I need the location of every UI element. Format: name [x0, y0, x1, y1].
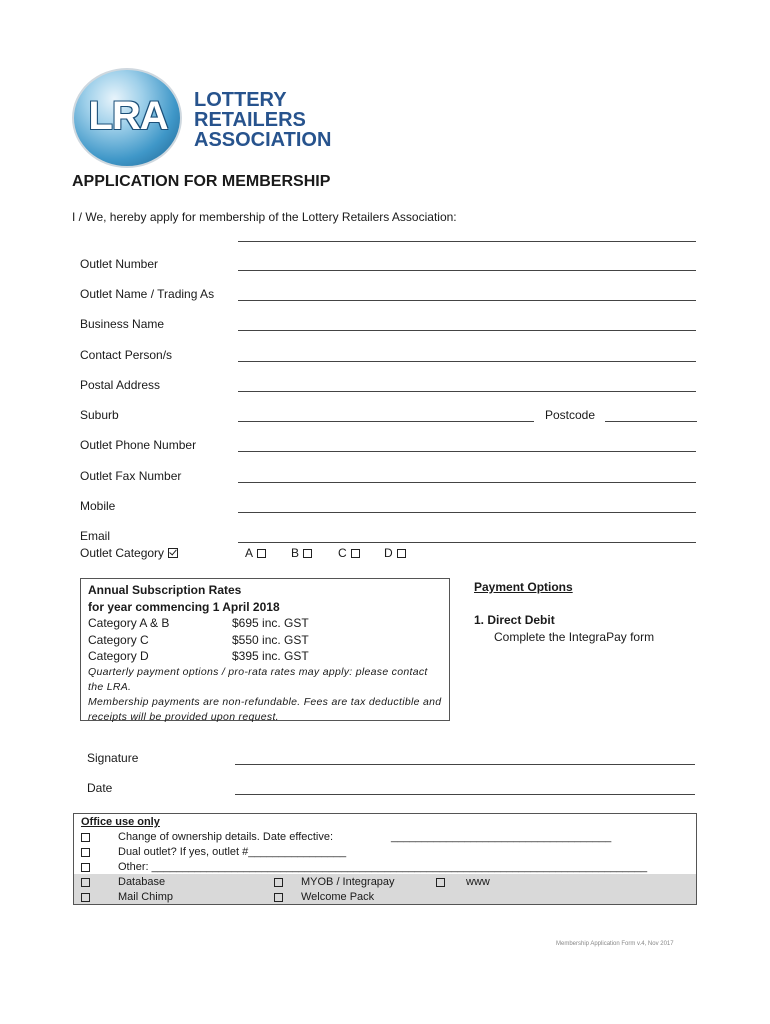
category-a-checkbox[interactable] [257, 549, 266, 558]
category-c-checkbox[interactable] [351, 549, 360, 558]
category-c-label: C [338, 546, 347, 560]
office-row-change [81, 831, 691, 846]
fax-field[interactable] [238, 482, 696, 483]
category-b-label: B [291, 546, 300, 560]
database-checkbox[interactable] [81, 878, 90, 887]
logo-line-1: LOTTERY [194, 89, 287, 111]
mailchimp-checkbox[interactable] [81, 893, 90, 902]
office-row-dual [81, 846, 691, 861]
rates-subheading: for year commencing 1 April 2018 [88, 599, 280, 614]
rates-heading: Annual Subscription Rates [88, 583, 242, 597]
signature-row [87, 751, 697, 771]
outlet-number-label: Outlet Number [80, 257, 159, 271]
category-c-option[interactable] [338, 546, 360, 560]
welcome-pack-label: Welcome Pack [301, 891, 375, 903]
outlet-category-row [80, 546, 700, 562]
contact-field[interactable] [238, 361, 696, 362]
applicant-name-line[interactable] [238, 241, 696, 242]
dual-outlet-label: Dual outlet? If yes, outlet #________________ [118, 846, 347, 858]
payment-item-direct-debit [474, 612, 654, 646]
outlet-name-row [80, 287, 700, 307]
rate-price: $550 inc. GST [232, 632, 309, 647]
category-b-checkbox[interactable] [303, 549, 312, 558]
category-d-label: D [384, 546, 393, 560]
rate-category: Category A & B [88, 616, 170, 630]
rate-row [88, 632, 442, 649]
footer-version: Membership Application Form v.4, Nov 2017 [556, 941, 674, 947]
fax-row [80, 469, 700, 489]
outlet-number-row [80, 257, 700, 277]
refund-note: Membership payments are non-refundable. Fees are tax deductible and receipts will be provided upon request. [88, 695, 442, 723]
change-date-blank[interactable]: ____________________________________ [391, 831, 612, 843]
logo-line-3: ASSOCIATION [194, 129, 332, 151]
myob-label: MYOB / Integrapay [301, 876, 395, 888]
email-field[interactable] [238, 542, 696, 543]
office-row-mailchimp [81, 891, 691, 906]
signature-label: Signature [87, 751, 139, 765]
subscription-rates-box [80, 578, 450, 721]
change-ownership-label: Change of ownership details. Date effective: [118, 831, 334, 843]
date-row [87, 781, 697, 801]
outlet-category-label-group [80, 546, 178, 560]
postal-label: Postal Address [80, 378, 161, 392]
www-label: www [466, 876, 490, 888]
phone-label: Outlet Phone Number [80, 438, 197, 452]
suburb-row [80, 408, 700, 428]
checked-box-icon [168, 548, 178, 558]
suburb-field[interactable] [238, 421, 534, 422]
quarterly-note: Quarterly payment options / pro-rata rates may apply: please contact the LRA. [88, 665, 428, 693]
contact-label: Contact Person/s [80, 348, 173, 362]
office-use-title: Office use only [81, 816, 160, 828]
rate-row [88, 615, 442, 632]
business-name-label: Business Name [80, 317, 165, 331]
signature-field[interactable] [235, 764, 695, 765]
change-ownership-checkbox[interactable] [81, 833, 90, 842]
category-d-option[interactable] [384, 546, 406, 560]
rate-price: $395 inc. GST [232, 649, 309, 663]
postcode-field[interactable] [605, 421, 697, 422]
category-d-checkbox[interactable] [397, 549, 406, 558]
office-use-box [73, 813, 697, 905]
welcome-pack-checkbox[interactable] [274, 893, 283, 902]
suburb-label: Suburb [80, 408, 119, 422]
lra-logo [72, 68, 352, 168]
rate-row [88, 648, 442, 665]
logo-line-2: RETAILERS [194, 109, 306, 131]
www-checkbox[interactable] [436, 878, 445, 887]
office-row-other [81, 861, 691, 876]
payment-options-title: Payment Options [474, 580, 573, 594]
office-row-database [81, 876, 691, 891]
email-label: Email [80, 529, 111, 543]
fax-label: Outlet Fax Number [80, 469, 182, 483]
mailchimp-label: Mail Chimp [118, 891, 174, 903]
category-b-option[interactable] [291, 546, 312, 560]
outlet-name-field[interactable] [238, 300, 696, 301]
database-label: Database [118, 876, 166, 888]
contact-row [80, 348, 700, 368]
rate-price: $695 inc. GST [232, 616, 309, 630]
dual-outlet-checkbox[interactable] [81, 848, 90, 857]
date-label: Date [87, 781, 113, 795]
postcode-label: Postcode [545, 408, 596, 422]
payment-options [474, 580, 573, 594]
mobile-label: Mobile [80, 499, 116, 513]
phone-row [80, 438, 700, 458]
myob-checkbox[interactable] [274, 878, 283, 887]
other-checkbox[interactable] [81, 863, 90, 872]
outlet-name-label: Outlet Name / Trading As [80, 287, 215, 301]
intro-text: I / We, hereby apply for membership of the Lottery Retailers Association: [72, 210, 457, 224]
postal-row [80, 378, 700, 398]
category-a-label: A [245, 546, 254, 560]
outlet-category-label: Outlet Category [80, 546, 165, 560]
date-field[interactable] [235, 794, 695, 795]
outlet-number-field[interactable] [238, 270, 696, 271]
direct-debit-text: Complete the IntegraPay form [494, 630, 655, 644]
page-title: APPLICATION FOR MEMBERSHIP [72, 173, 331, 190]
phone-field[interactable] [238, 451, 696, 452]
business-name-row [80, 317, 700, 337]
rate-category: Category D [88, 649, 149, 663]
other-label: Other: _________________________________________________________________________________ [118, 861, 648, 873]
logo-acronym: LRA [88, 94, 168, 138]
mobile-field[interactable] [238, 512, 696, 513]
postal-field[interactable] [238, 391, 696, 392]
mobile-row [80, 499, 700, 519]
direct-debit-title: 1. Direct Debit [474, 613, 555, 627]
business-name-field[interactable] [238, 330, 696, 331]
rate-category: Category C [88, 632, 149, 647]
category-a-option[interactable] [245, 546, 266, 560]
logo-wordmark [194, 90, 331, 150]
